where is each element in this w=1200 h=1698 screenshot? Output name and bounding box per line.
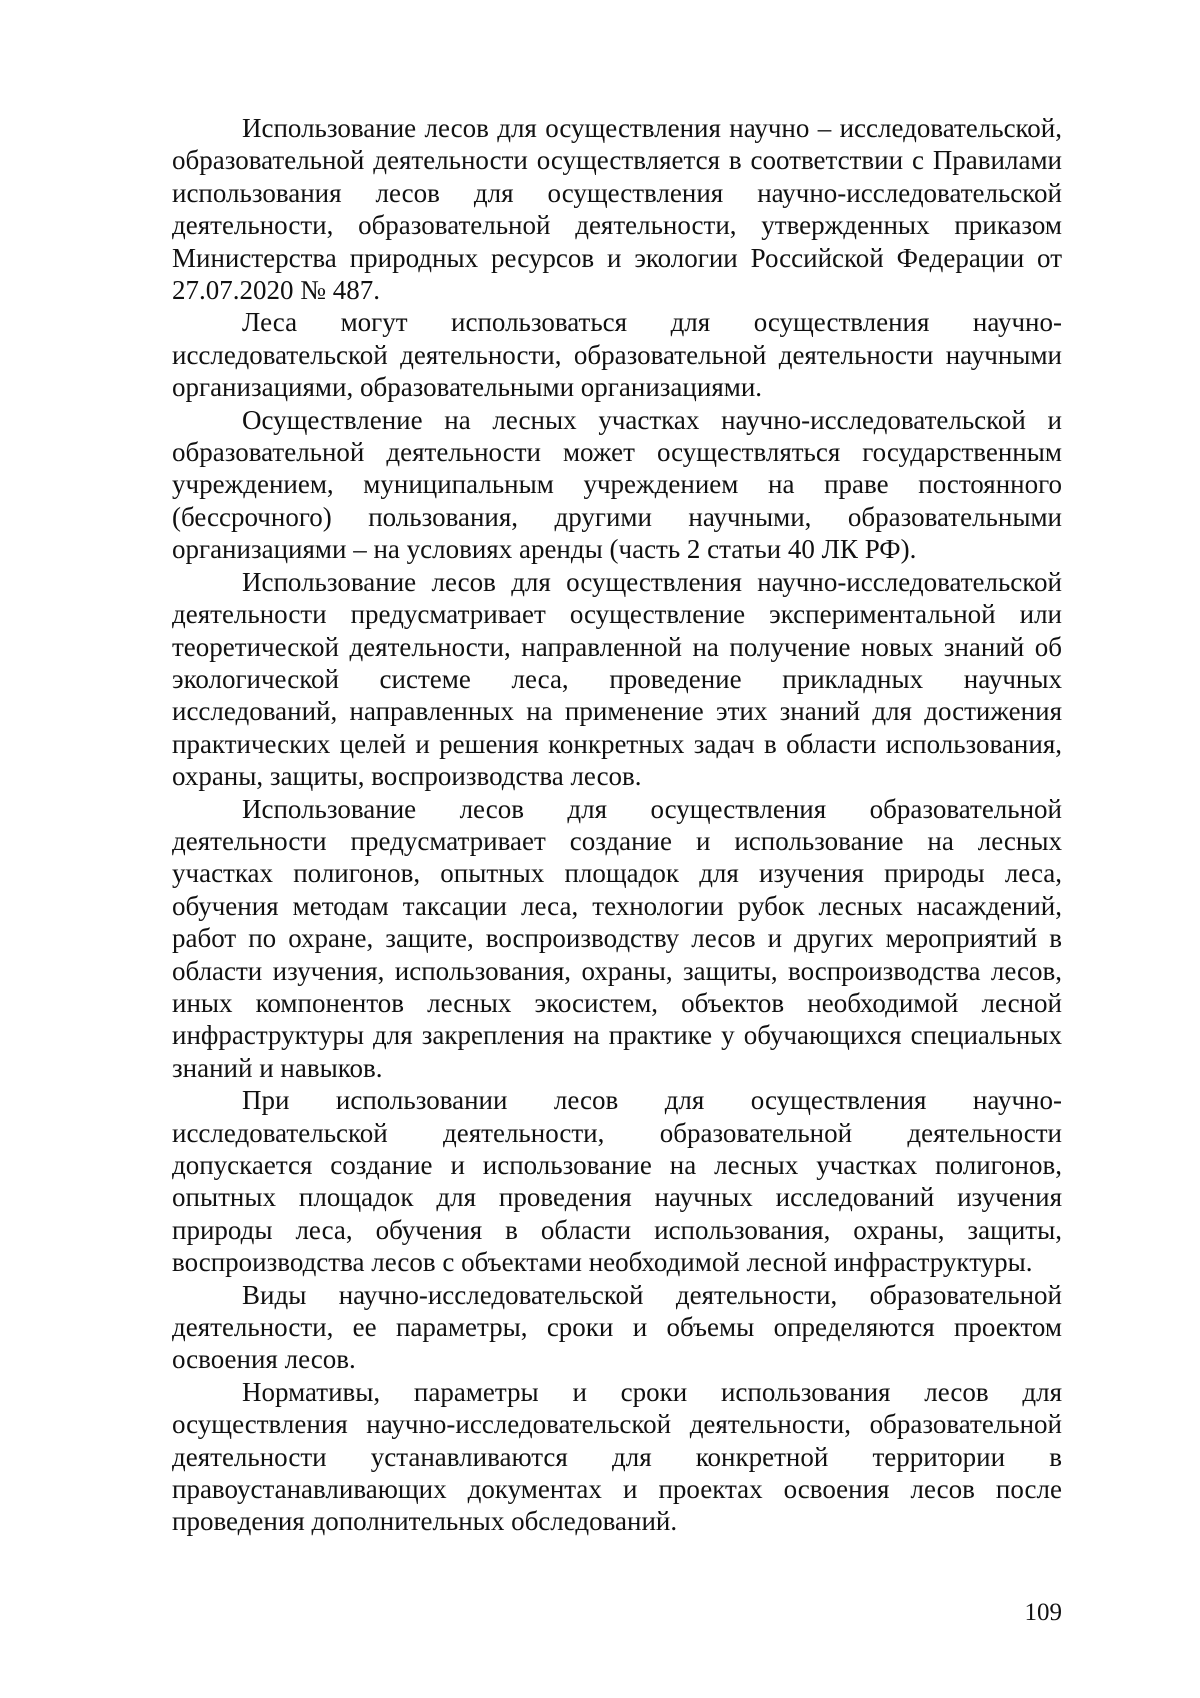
paragraph-5: Использование лесов для осуществления образовательной деятельности предусматривает создание и использование на лесных участках полигонов, опытных площадок для изучения природы леса, обучения методам таксации леса, технологии рубок лесных насаждений, работ по охране, защите, воспроизводству лесов и других мероприятий в области изучения, использования, охраны, защиты, воспроизводства лесов, иных компонентов лесных экосистем, объектов необходимой лесной инфраструктуры для закрепления на практике у обучающихся специальных знаний и навыков. [172, 793, 1062, 1083]
paragraph-8: Нормативы, параметры и сроки использования лесов для осуществления научно-исследовательской деятельности, образовательной деятельности устанавливаются для конкретной территории в правоустанавливающих документах и проектах освоения лесов после проведения дополнительных обследований. [172, 1376, 1062, 1537]
paragraph-3: Осуществление на лесных участках научно-исследовательской и образовательной деятельности может осуществляться государственным учреждением, муниципальным учреждением на праве постоянного (бессрочного) пользования, другими научными, образовательными организациями – на условиях аренды (часть 2 статьи 40 ЛК РФ). [172, 404, 1062, 565]
paragraph-1: Использование лесов для осуществления научно – исследовательской, образовательной деятельности осуществляется в соответствии с Правилами использования лесов для осуществления научно-исследовательской деятельности, образовательной деятельности, утвержденных приказом Министерства природных ресурсов и экологии Российской Федерации от 27.07.2020 № 487. [172, 113, 1062, 306]
body-text [172, 112, 1062, 1538]
paragraph-7: Виды научно-исследовательской деятельности, образовательной деятельности, ее параметры, сроки и объемы определяются проектом освоения лесов. [172, 1279, 1062, 1375]
paragraph-2: Леса могут использоваться для осуществления научно-исследовательской деятельности, образовательной деятельности научными организациями, образовательными организациями. [172, 307, 1062, 403]
paragraph-6: При использовании лесов для осуществления научно-исследовательской деятельности, образовательной деятельности допускается создание и использование на лесных участках полигонов, опытных площадок для проведения научных исследований изучения природы леса, обучения в области использования, охраны, защиты, воспроизводства лесов с объектами необходимой лесной инфраструктуры. [172, 1085, 1062, 1278]
paragraph-4: Использование лесов для осуществления научно-исследовательской деятельности предусматривает осуществление экспериментальной или теоретической деятельности, направленной на получение новых знаний об экологической системе леса, проведение прикладных научных исследований, направленных на применение этих знаний для достижения практических целей и решения конкретных задач в области использования, охраны, защиты, воспроизводства лесов. [172, 566, 1062, 792]
page-number: 109 [1024, 1599, 1062, 1626]
